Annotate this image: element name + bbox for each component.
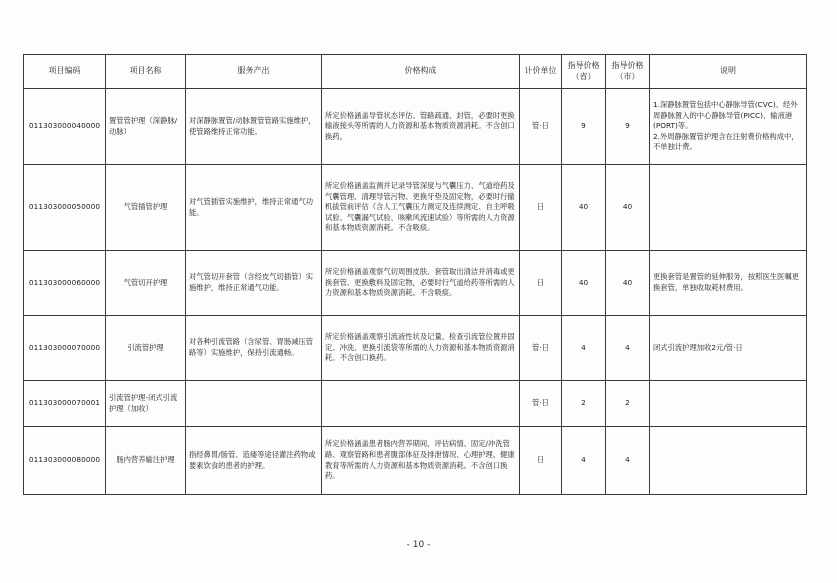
cell-price-province: 4 [562, 316, 606, 381]
table-row [24, 165, 807, 251]
cell-code: 011303000040000 [24, 89, 106, 165]
cell-service: 指经鼻胃/肠管、造瘘等途径灌注药物或要素饮食的患者的护理。 [186, 427, 322, 495]
cell-name: 气管切开护理 [106, 251, 186, 316]
cell-unit: 管·日 [520, 316, 562, 381]
cell-price-city: 4 [606, 316, 650, 381]
cell-unit: 日 [520, 165, 562, 251]
cell-name: 引流管护理 [106, 316, 186, 381]
cell-unit: 管·日 [520, 381, 562, 427]
cell-price-city: 2 [606, 381, 650, 427]
cell-unit: 管·日 [520, 89, 562, 165]
cell-note [650, 427, 807, 495]
cell-name: 引流管护理-闭式引流护理（加收） [106, 381, 186, 427]
cell-code: 011303000080000 [24, 427, 106, 495]
cell-price-city: 4 [606, 427, 650, 495]
header-price-province: 指导价格（省） [562, 55, 606, 89]
cell-price-province: 2 [562, 381, 606, 427]
cell-code: 011303000060000 [24, 251, 106, 316]
cell-note: 更换套管是置管的延伸服务，按照医生医嘱更换套管，单独收取耗材费用。 [650, 251, 807, 316]
cell-price-composition: 所定价格涵盖观察引流液性状及记量、检查引流管位置并固定、冲洗、更换引流袋等所需的人力资源和基本物质资源消耗。不含创口换药。 [322, 316, 520, 381]
cell-price-composition: 所定价格涵盖导管状态评估、管路疏通、封管，必要时更换输液接头等所需的人力资源和基本物质资源消耗。不含创口换药。 [322, 89, 520, 165]
header-code: 项目编码 [24, 55, 106, 89]
cell-price-province: 9 [562, 89, 606, 165]
cell-price-province: 4 [562, 427, 606, 495]
cell-price-composition [322, 381, 520, 427]
cell-unit: 日 [520, 427, 562, 495]
table-row [24, 89, 807, 165]
cell-price-city: 40 [606, 165, 650, 251]
cell-service: 对各种引流管路（含尿管、胃肠减压管路等）实施维护，保持引流通畅。 [186, 316, 322, 381]
cell-code: 011303000050000 [24, 165, 106, 251]
cell-code: 011303000070000 [24, 316, 106, 381]
header-price-composition: 价格构成 [322, 55, 520, 89]
table-header-row [24, 55, 807, 89]
cell-price-city: 9 [606, 89, 650, 165]
cell-name: 气管插管护理 [106, 165, 186, 251]
cell-price-composition: 所定价格涵盖监测并记录导管深度与气囊压力、气道给药及气囊管理、清理导管污物、更换牙垫及固定物，必要时行撤机拔管前评估（含人工气囊压力测定及连续测定、自主呼吸试验、气囊漏气试验、咳嗽风流速试验）等所需的人力资源和基本物质资源消耗。不含吸痰。 [322, 165, 520, 251]
cell-service [186, 381, 322, 427]
header-unit: 计价单位 [520, 55, 562, 89]
header-service: 服务产出 [186, 55, 322, 89]
cell-name: 肠内营养输注护理 [106, 427, 186, 495]
header-price-city: 指导价格（市） [606, 55, 650, 89]
cell-price-city: 40 [606, 251, 650, 316]
cell-price-province: 40 [562, 251, 606, 316]
cell-price-province: 40 [562, 165, 606, 251]
table-row [24, 316, 807, 381]
cell-code: 011303000070001 [24, 381, 106, 427]
header-note: 说明 [650, 55, 807, 89]
cell-unit: 日 [520, 251, 562, 316]
cell-note [650, 165, 807, 251]
cell-service: 对气管切开套管（含经皮气切插管）实施维护，维持正常通气功能。 [186, 251, 322, 316]
cell-price-composition: 所定价格涵盖观察气切周围皮肤、套管取出清洁并消毒或更换套管、更换敷料及固定物，必要时行气道给药等所需的人力资源和基本物质资源消耗。不含吸痰。 [322, 251, 520, 316]
cell-service: 对气管插管实施维护，维持正常通气功能。 [186, 165, 322, 251]
page-number: - 10 - [406, 540, 431, 550]
table-row [24, 251, 807, 316]
table-row [24, 381, 807, 427]
cell-name: 置管管护理（深静脉/动脉） [106, 89, 186, 165]
cell-service: 对深静脉置管/动脉置管管路实施维护，使管路维持正常功能。 [186, 89, 322, 165]
cell-note [650, 381, 807, 427]
header-name: 项目名称 [106, 55, 186, 89]
cell-note: 1.深静脉置管包括中心静脉导管(CVC)、经外周静脉置入的中心静脉导管(PICC)、输液港(PORT)等。 2.外周静脉置管护理含在注射费价格构成中，不单独计费。 [650, 89, 807, 165]
cell-price-composition: 所定价格涵盖患者肠内营养期间，评估病情、固定/冲洗管路、观察管路和患者腹部体征及排泄情况、心理护理、健康教育等所需的人力资源和基本物质资源消耗。不含创口换药。 [322, 427, 520, 495]
table-row [24, 427, 807, 495]
cell-note: 闭式引流护理加收2元/管·日 [650, 316, 807, 381]
fee-table [23, 54, 807, 495]
